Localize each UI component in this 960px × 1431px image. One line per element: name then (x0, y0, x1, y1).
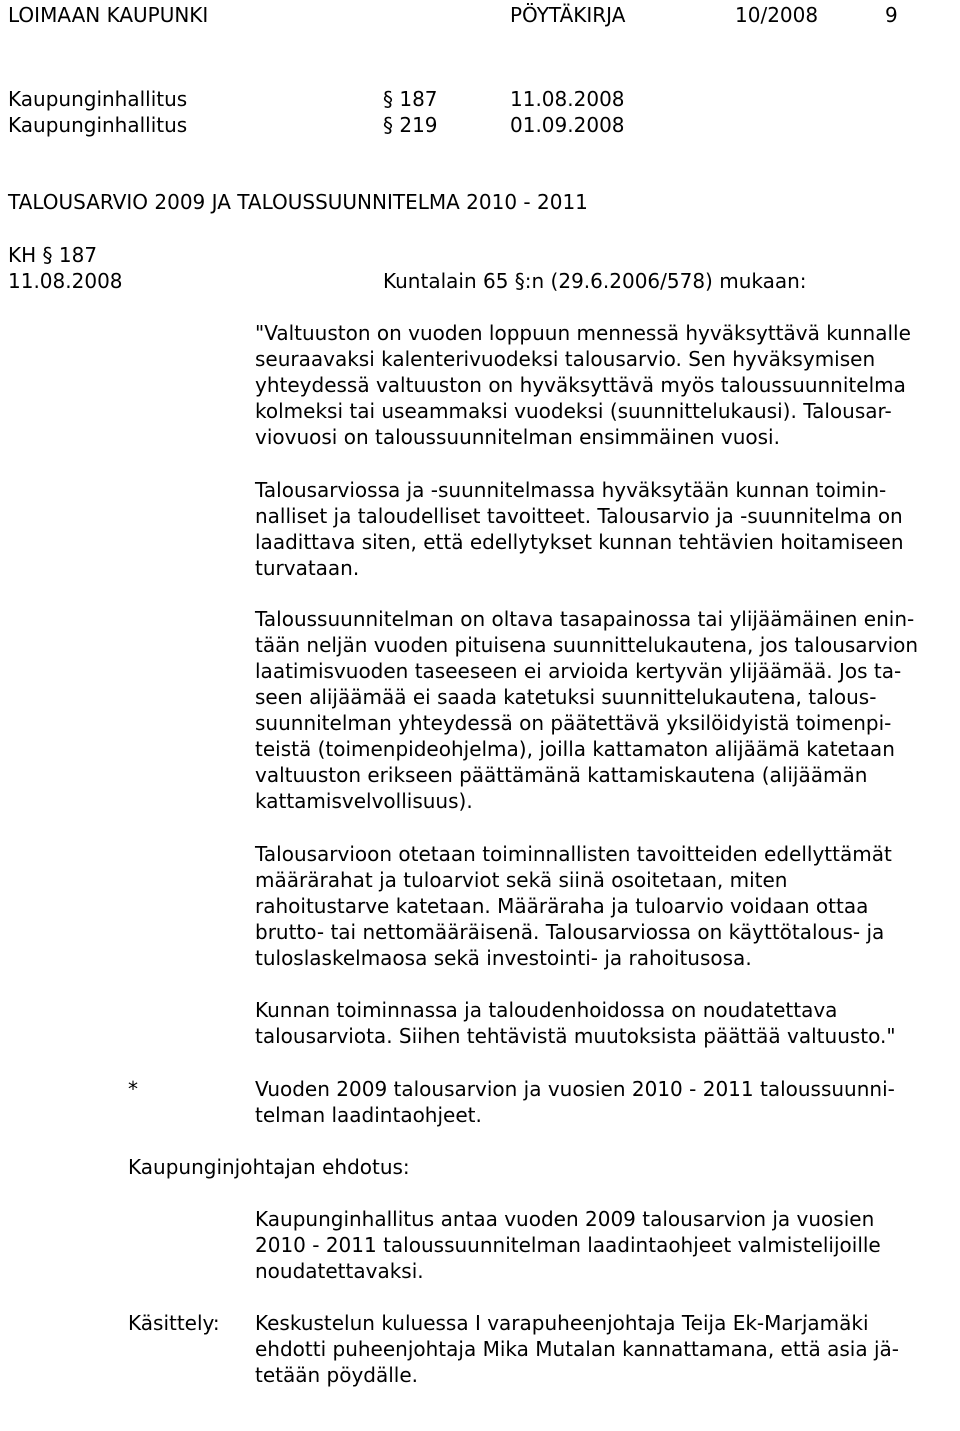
text-line: turvataan. (255, 556, 360, 580)
text-line: tetään pöydälle. (255, 1363, 419, 1387)
attachment-text (255, 1076, 957, 1128)
text-line: rahoitustarve katetaan. Määräraha ja tuloarvio voidaan ottaa (255, 894, 869, 918)
text-line: valtuuston erikseen päättämänä kattamiskautena (alijäämän (255, 763, 868, 787)
text-line: Taloussuunnitelman on oltava tasapainossa tai ylijäämäinen enin- (255, 607, 915, 631)
attachment-marker: * (128, 1077, 138, 1101)
text-line: kolmeksi tai useammaksi vuodeksi (suunnittelukausi). Talousar- (255, 399, 892, 423)
text-line: brutto- tai nettomääräisenä. Talousarviossa on käyttötalous- ja (255, 920, 885, 944)
document-title: TALOUSARVIO 2009 JA TALOUSSUUNNITELMA 2010 - 2011 (8, 190, 588, 214)
text-line: laadittava siten, että edellytykset kunnan tehtävien hoitamiseen (255, 530, 904, 554)
text-line: Kaupunginhallitus antaa vuoden 2009 talousarvion ja vuosien (255, 1207, 875, 1231)
handling-label: Käsittely: (128, 1311, 220, 1335)
text-line: talousarviota. Siihen tehtävistä muutoksista päättää valtuusto." (255, 1024, 896, 1048)
text-line: nalliset ja taloudelliset tavoitteet. Talousarvio ja -suunnitelma on (255, 504, 903, 528)
text-line: ehdotti puheenjohtaja Mika Mutalan kannattamana, että asia jä- (255, 1337, 900, 1361)
kh-reference: KH § 187 (8, 243, 98, 267)
paragraph (255, 606, 957, 814)
text-line: kattamisvelvollisuus). (255, 789, 473, 813)
text-line: noudatettavaksi. (255, 1259, 424, 1283)
text-line: Kunnan toiminnassa ja taloudenhoidossa on noudatettava (255, 998, 838, 1022)
proposal-label: Kaupunginjohtajan ehdotus: (128, 1155, 410, 1179)
text-line: Talousarvioon otetaan toiminnallisten tavoitteiden edellyttämät (255, 842, 892, 866)
paragraph (255, 997, 957, 1049)
text-line: Keskustelun kuluessa I varapuheenjohtaja Teija Ek-Marjamäki (255, 1311, 869, 1335)
proposal-text (255, 1206, 957, 1284)
text-line: "Valtuuston on vuoden loppuun mennessä hyväksyttävä kunnalle (255, 321, 911, 345)
law-reference: Kuntalain 65 §:n (29.6.2006/578) mukaan: (383, 269, 807, 293)
text-line: yhteydessä valtuuston on hyväksyttävä myös taloussuunnitelma (255, 373, 906, 397)
meeting-body: Kaupunginhallitus (8, 87, 188, 111)
kh-date: 11.08.2008 (8, 269, 123, 293)
text-line: Talousarviossa ja -suunnitelmassa hyväksytään kunnan toimin- (255, 478, 887, 502)
meeting-section: § 219 (383, 113, 438, 137)
document-type: PÖYTÄKIRJA (510, 3, 626, 27)
org-name: LOIMAAN KAUPUNKI (8, 3, 209, 27)
paragraph (255, 477, 957, 581)
meeting-date: 01.09.2008 (510, 113, 625, 137)
text-line: teistä (toimenpideohjelma), joilla kattamaton alijäämä katetaan (255, 737, 895, 761)
handling-text (255, 1310, 957, 1388)
text-line: Vuoden 2009 talousarvion ja vuosien 2010 - 2011 taloussuunni- (255, 1077, 895, 1101)
paragraph (255, 320, 957, 450)
text-line: 2010 - 2011 taloussuunnitelman laadintaohjeet valmistelijoille (255, 1233, 881, 1257)
page-number: 9 (885, 3, 898, 27)
paragraph (255, 841, 957, 971)
text-line: tuloslaskelmaosa sekä investointi- ja rahoitusosa. (255, 946, 752, 970)
text-line: viovuosi on taloussuunnitelman ensimmäinen vuosi. (255, 425, 780, 449)
meeting-date: 11.08.2008 (510, 87, 625, 111)
text-line: suunnitelman yhteydessä on päätettävä yksilöidyistä toimenpi- (255, 711, 892, 735)
text-line: määrärahat ja tuloarviot sekä siinä osoitetaan, miten (255, 868, 788, 892)
meeting-body: Kaupunginhallitus (8, 113, 188, 137)
meeting-section: § 187 (383, 87, 438, 111)
text-line: tään neljän vuoden pituisena suunnittelukautena, jos talousarvion (255, 633, 919, 657)
text-line: seen alijäämää ei saada katetuksi suunnittelukautena, talous- (255, 685, 877, 709)
text-line: laatimisvuoden taseeseen ei arvioida kertyvän ylijäämää. Jos ta- (255, 659, 902, 683)
text-line: telman laadintaohjeet. (255, 1103, 482, 1127)
issue-number: 10/2008 (735, 3, 819, 27)
text-line: seuraavaksi kalenterivuodeksi talousarvio. Sen hyväksymisen (255, 347, 876, 371)
